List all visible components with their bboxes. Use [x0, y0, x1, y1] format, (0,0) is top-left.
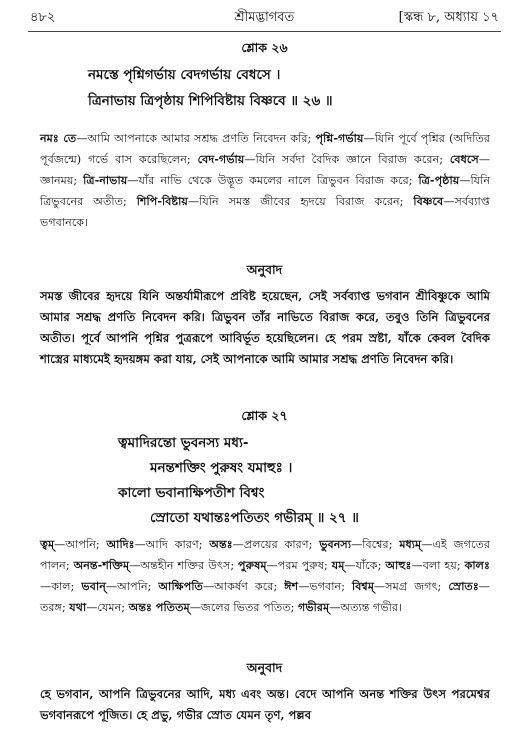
synonym-meaning: —এই জগতের পালন; — [40, 538, 490, 572]
synonym-meaning: —পরম পুরুষ; — [266, 559, 332, 572]
synonym-word: নমঃ তে — [40, 131, 77, 145]
book-title: শ্রীমদ্ভাগবত — [234, 10, 295, 25]
synonym-word: ঈশ — [284, 579, 299, 593]
synonym-meaning: —যেমন; — [86, 601, 129, 614]
synonym-meaning: —যিনি সর্বদা বৈদিক জ্ঞানে বিরাজ করেন; — [244, 153, 450, 166]
verse-26-line-2: ত্রিনাভায় ত্রিপৃষ্ঠায় শিপিবিষ্টায় বিষ্ণবে ॥ ২৬ ॥ — [88, 93, 333, 109]
synonym-meaning: —যিনি ত্রিভুবনের অতীত; — [40, 174, 490, 208]
synonym-word: স্রোতঃ — [448, 579, 479, 593]
synonym-word: আহুঃ — [385, 558, 412, 572]
synonym-meaning: —আমি আপনাকে আমার সশ্রদ্ধ প্রণতি নিবেদন করি; — [76, 132, 316, 145]
verse-26-heading: শ্লোক ২৬ — [241, 40, 288, 55]
synonym-word: অন্তঃ — [209, 537, 233, 551]
synonym-meaning: —সর্বব্যাপ্ত ভগবানকে। — [40, 195, 490, 229]
synonym-word: পুরুষম্ — [238, 558, 267, 572]
synonym-meaning: —যাঁর নাভি থেকে উদ্ভূত কমলের নালে ত্রিভুবন বিরাজ করে; — [127, 174, 419, 187]
synonym-meaning: —কাল; — [40, 580, 82, 593]
synonym-word: আক্ষিপতি — [158, 579, 203, 593]
synonym-meaning: —জ্ঞানময়; — [40, 153, 490, 187]
synonym-word: যম্ — [331, 558, 345, 572]
synonym-word: পৃশ্নি-গর্ভায় — [315, 131, 364, 145]
synonym-word: মধ্যম্ — [399, 537, 422, 551]
synonym-word: ত্বম্ — [40, 537, 55, 551]
verse-26-line-1: নমস্তে পৃশ্নিগর্ভায় বেদগর্ভায় বেধসে । — [88, 67, 281, 83]
synonym-word: বেধসে — [449, 152, 479, 166]
verse-27-translation-heading: অনুবাদ — [246, 660, 283, 675]
verse-27-line-3: কালো ভবানাক্ষিপতীশ বিশ্বং — [118, 485, 265, 501]
synonym-meaning: —সমগ্র জগৎ; — [374, 580, 449, 593]
synonym-meaning: —তরঙ্গ; — [40, 580, 490, 614]
synonym-word: ত্রি-নাভায় — [83, 173, 128, 187]
synonym-meaning: —আদি কারণ; — [134, 538, 210, 551]
synonym-meaning: —অত্যন্ত গভীর। — [329, 601, 403, 614]
synonym-meaning: —আকর্ষণ করে; — [202, 580, 285, 593]
synonym-word: যথা — [69, 600, 87, 614]
synonym-word: বেদ-গর্ভায় — [197, 152, 245, 166]
synonym-meaning: —বলা হয়; — [411, 559, 465, 572]
synonym-meaning: —জলের ভিতর পতিত; — [189, 601, 298, 614]
synonym-word: গভীরম্ — [297, 600, 330, 614]
synonym-meaning: —যিনি পূর্বে পৃশ্নির (অদিতির পূর্বজন্মে) গর্ভে বাস করেছিলেন; — [40, 132, 491, 166]
synonym-meaning: —ভগবান; — [298, 580, 352, 593]
synonym-word: অনন্ত-শক্তিম্ — [73, 558, 130, 572]
verse-27-synonyms — [40, 534, 490, 618]
synonym-meaning: —প্রলয়ের কারণ; — [232, 538, 320, 551]
synonym-meaning: —আপনি; — [54, 538, 107, 551]
synonym-word: শিপি-বিষ্টায় — [136, 194, 188, 208]
synonym-word: ত্রি-পৃষ্ঠায় — [418, 173, 460, 187]
synonym-meaning: —যিনি সমস্ত জীবের হৃদয়ে বিরাজ করেন; — [187, 195, 414, 208]
synonym-word: ভবান্ — [81, 579, 106, 593]
page-header — [30, 6, 499, 30]
verse-27-translation: হে ভগবান, আপনি ত্রিভুবনের আদি, মধ্য এবং অন্ত। বেদে আপনি অনন্ত শক্তির উৎস পরমেশ্বর ভগবানরূপে পূজিত। হে প্রভু, গভীর স্রোত যেমন তৃণ, পল্লব — [40, 687, 490, 722]
synonym-meaning: —অন্তহীন শক্তির উৎস; — [129, 559, 239, 572]
header-rule — [28, 31, 501, 32]
synonym-word: অন্তঃ পতিতম্ — [128, 600, 190, 614]
synonym-meaning: —বিশ্বের; — [351, 538, 400, 551]
synonym-word: ভুবনস্য — [319, 537, 352, 551]
verse-26-translation-heading: অনুবাদ — [246, 262, 283, 277]
synonym-word: বিষ্ণবে — [413, 194, 444, 208]
synonym-word: বিশ্বম্ — [352, 579, 375, 593]
verse-27-line-2: মনন্তশক্তিং পুরুষং যমাহুঃ । — [150, 460, 293, 476]
page-number: ৪৮২ — [30, 10, 56, 25]
verse-27-heading: শ্লোক ২৭ — [241, 408, 288, 423]
synonym-word: কালঃ — [464, 558, 490, 572]
verse-26-translation: সমস্ত জীবের হৃদয়ে যিনি অন্তর্যামীরূপে প্রবিষ্ট হয়েছেন, সেই সর্বব্যাপ্ত ভগবান শ্রীবিষ্ণুকে আমি আমার সশ্রদ্ধ প্রণতি নিবেদন করি। ত্রিভুবন তাঁর নাভিতে বিরাজ করে, তবুও তিনি ত্রিভুবনের অতীত। পূর্বে আপনি পৃশ্নির পুত্ররূপে আবির্ভূত হয়েছিলেন। হে পরম স্রষ্টা, যাঁকে কেবল বৈদিক শাস্ত্রের মাধ্যমেই হৃদয়ঙ্গম করা যায়, সেই আপনাকে আমি আমার সশ্রদ্ধ প্রণতি নিবেদন করি। — [40, 289, 490, 366]
synonym-meaning: —আপনি; — [105, 580, 159, 593]
verse-26-synonyms — [40, 128, 490, 233]
synonym-meaning: —যাঁকে; — [344, 559, 386, 572]
chapter-reference: [স্কন্ধ ৮, অধ্যায় ১৭ — [398, 10, 499, 25]
verse-27-line-1: ত্বমাদিরন্তো ভুবনস্য মধ্য- — [118, 435, 249, 451]
synonym-word: আদিঃ — [106, 537, 135, 551]
verse-27-line-4: স্রোতো যথান্তঃপতিতং গভীরম্ ॥ ২৭ ॥ — [150, 510, 359, 526]
